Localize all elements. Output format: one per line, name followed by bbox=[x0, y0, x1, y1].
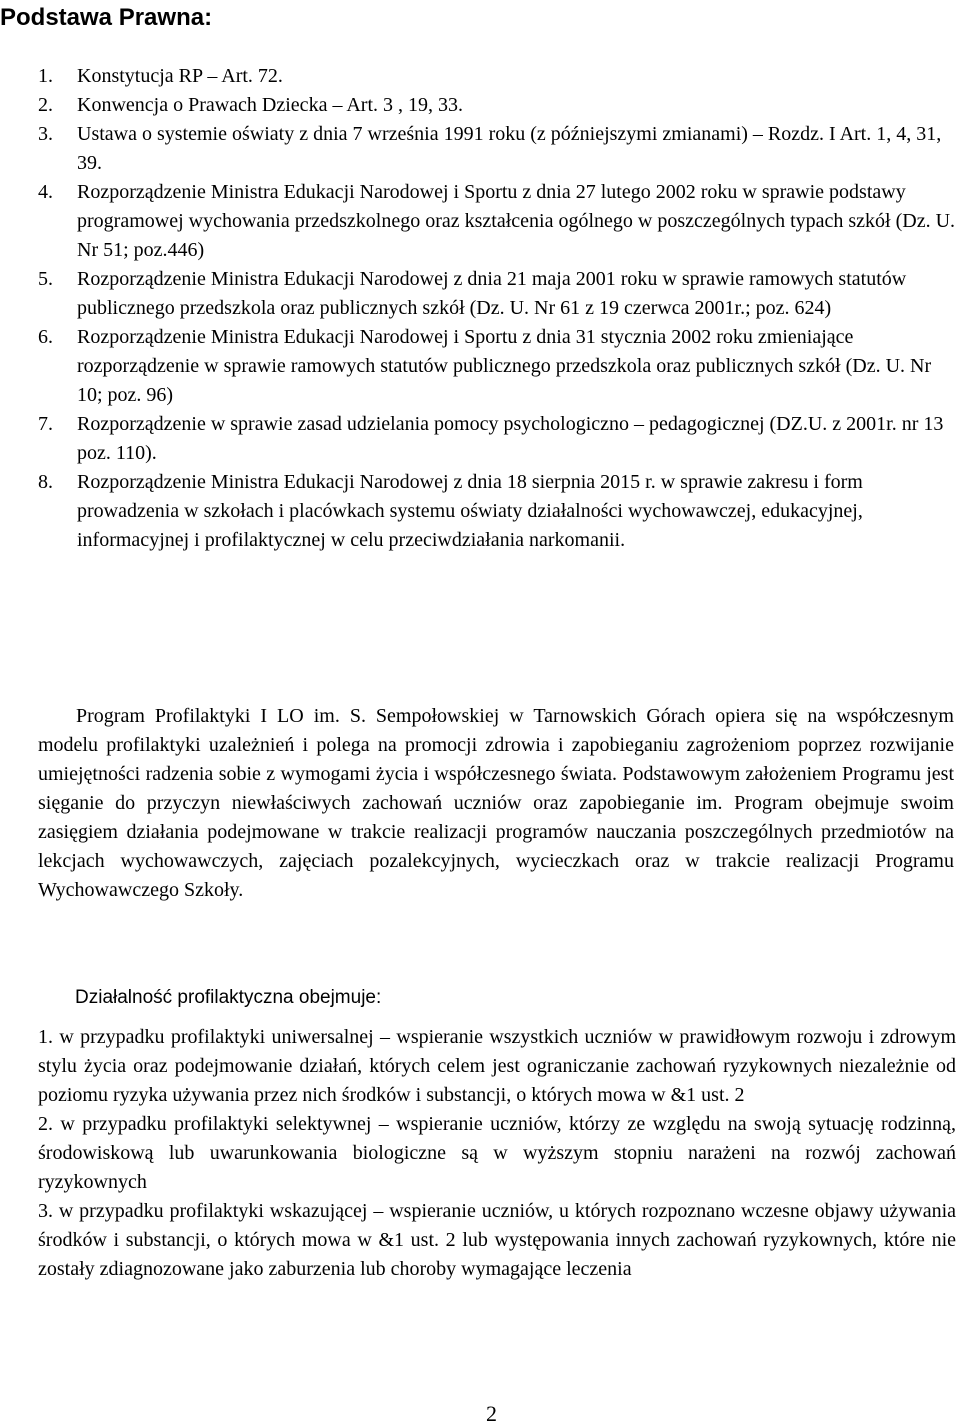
list-item-number: 7. bbox=[38, 413, 53, 435]
list-item-text: Konstytucja RP – Art. 72. bbox=[77, 65, 283, 87]
list-item-number: 8. bbox=[38, 471, 53, 493]
list-item bbox=[0, 178, 958, 265]
list-item-number: 4. bbox=[38, 181, 53, 203]
list-item-number: 3. bbox=[38, 1200, 53, 1222]
list-item-text: w przypadku profilaktyki wskazującej – wspieranie uczniów, u których rozpoznano wczesne objawy używania środków i substancji, o których mowa w &1 ust. 2 lub występowania innych zachowań ryzykownych, które nie zostały zdiagnozowane jako zaburzenia lub choroby wymagające leczenia bbox=[38, 1200, 957, 1280]
list-item bbox=[38, 1110, 956, 1197]
list-item bbox=[0, 91, 958, 120]
list-item-text: w przypadku profilaktyki selektywnej – wspieranie uczniów, którzy ze względu na swoją sytuację rodzinną, środowiskową lub uwarunkowania biologiczne są w wyższym stopniu narażeni na rozwój zachowań ryzykownych bbox=[38, 1113, 956, 1193]
list-item-number: 1. bbox=[38, 65, 53, 87]
program-paragraph: Program Profilaktyki I LO im. S. Sempołowskiej w Tarnowskich Górach opiera się na współczesnym modelu profilaktyki uzależnień i polega na promocji zdrowia i zapobieganiu zagrożeniom poprzez rozwijanie umiejętności radzenia sobie z wymogami życia i współczesnego świata. Podstawowym założeniem Programu jest sięganie do przyczyn niewłaściwych zachowań uczniów oraz zapobieganie im. Program obejmuje swoim zasięgiem działania podejmowane w trakcie realizacji programów nauczania poszczególnych przedmiotów na lekcjach wychowawczych, zajęciach pozalekcyjnych, wycieczkach oraz w trakcie realizacji Programu Wychowawczego Szkoły. bbox=[38, 705, 954, 901]
list-item bbox=[0, 410, 958, 468]
list-item-text: Konwencja o Prawach Dziecka – Art. 3 , 19, 33. bbox=[77, 94, 463, 116]
list-item-text: Rozporządzenie Ministra Edukacji Narodowej i Sportu z dnia 31 stycznia 2002 roku zmieniające rozporządzenie w sprawie ramowych statutów publicznego przedszkola oraz publicznych szkół (Dz. U. Nr 10; poz. 96) bbox=[77, 326, 932, 406]
list-item bbox=[0, 265, 958, 323]
list-item-text: Ustawa o systemie oświaty z dnia 7 września 1991 roku (z późniejszymi zmianami) – Rozdz. I Art. 1, 4, 31, 39. bbox=[77, 123, 942, 174]
list-item-number: 6. bbox=[38, 326, 53, 348]
list-item-text: Rozporządzenie Ministra Edukacji Narodowej i Sportu z dnia 27 lutego 2002 roku w sprawie podstawy programowej wychowania przedszkolnego oraz kształcenia ogólnego w poszczególnych typach szkół (Dz. U. Nr 51; poz.446) bbox=[77, 181, 956, 261]
list-item-number: 2. bbox=[38, 94, 53, 116]
list-item bbox=[38, 1197, 956, 1284]
list-item-text: Rozporządzenie w sprawie zasad udzielania pomocy psychologiczno – pedagogicznej (DZ.U. z 2001r. nr 13 poz. 110). bbox=[77, 413, 944, 464]
list-item-text: w przypadku profilaktyki uniwersalnej – wspieranie wszystkich uczniów w prawidłowym rozwoju i zdrowym stylu życia oraz podejmowanie działań, których celem jest ograniczanie zachowań ryzykownych niezależnie od poziomu ryzyka używania przez nich środków i substancji, o których mowa w &1 ust. 2 bbox=[38, 1026, 957, 1106]
page-title: Podstawa Prawna: bbox=[0, 4, 213, 31]
list-item bbox=[38, 1023, 956, 1110]
activities-list bbox=[38, 1023, 956, 1284]
list-item-number: 3. bbox=[38, 123, 53, 145]
list-item bbox=[0, 323, 958, 410]
list-item bbox=[0, 468, 958, 555]
list-item bbox=[0, 120, 958, 178]
list-item-number: 1. bbox=[38, 1026, 53, 1048]
activities-heading: Działalność profilaktyczna obejmuje: bbox=[75, 987, 382, 1008]
list-item bbox=[0, 62, 958, 91]
legal-basis-list bbox=[0, 62, 958, 555]
list-item-text: Rozporządzenie Ministra Edukacji Narodowej z dnia 21 maja 2001 roku w sprawie ramowych statutów publicznego przedszkola oraz publicznych szkół (Dz. U. Nr 61 z 19 czerwca 2001r.; poz. 624) bbox=[77, 268, 907, 319]
page-number: 2 bbox=[486, 1401, 497, 1426]
list-item-number: 5. bbox=[38, 268, 53, 290]
list-item-text: Rozporządzenie Ministra Edukacji Narodowej z dnia 18 sierpnia 2015 r. w sprawie zakresu i form prowadzenia w szkołach i placówkach systemu oświaty działalności wychowawczej, edukacyjnej, informacyjnej i profilaktycznej w celu przeciwdziałania narkomanii. bbox=[77, 471, 863, 551]
list-item-number: 2. bbox=[38, 1113, 53, 1135]
